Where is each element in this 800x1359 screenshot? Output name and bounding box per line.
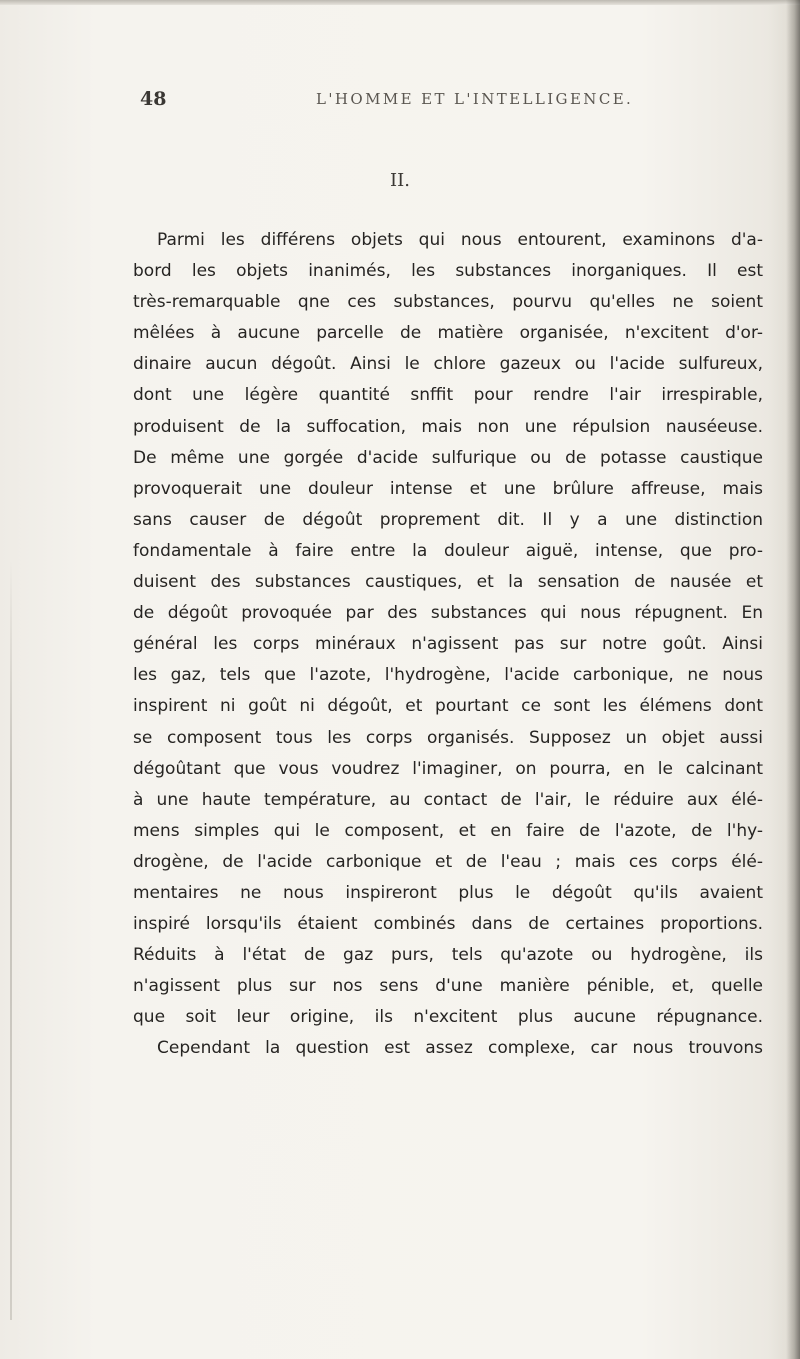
page-top-edge: [0, 0, 800, 5]
running-head: L'HOMME ET L'INTELLIGENCE.: [316, 90, 634, 108]
text-line: Réduits à l'état de gaz purs, tels qu'azote ou hydrogène, ils: [133, 945, 763, 966]
text-line: De même une gorgée d'acide sulfurique ou de potasse caustique: [133, 447, 763, 468]
text-line: les gaz, tels que l'azote, l'hydrogène, l'acide carbonique, ne nous: [133, 665, 763, 686]
text-line: inspiré lorsqu'ils étaient combinés dans de certaines proportions.: [133, 914, 763, 935]
text-line: dégoûtant que vous voudrez l'imaginer, on pourra, en le calcinant: [133, 758, 763, 779]
text-line: que soit leur origine, ils n'excitent plus aucune répugnance.: [133, 1007, 763, 1028]
text-line: Parmi les différens objets qui nous entourent, examinons d'a-: [157, 230, 763, 250]
text-line: duisent des substances caustiques, et la sensation de nausée et: [133, 572, 763, 593]
text-line: sans causer de dégoût proprement dit. Il y a une distinction: [133, 509, 763, 530]
body-text: [133, 225, 763, 1065]
text-line: bord les objets inanimés, les substances inorganiques. Il est: [133, 261, 763, 282]
page-header: [140, 88, 640, 118]
section-number: II.: [390, 170, 410, 191]
text-line: inspirent ni goût ni dégoût, et pourtant ce sont les élémens dont: [133, 696, 763, 717]
text-line: de dégoût provoquée par des substances qui nous répugnent. En: [133, 603, 763, 624]
page-binding-shadow: [786, 0, 800, 1359]
text-line: Cependant la question est assez complexe, car nous trouvons: [157, 1038, 763, 1059]
text-line: à une haute température, au contact de l'air, le réduire aux élé-: [133, 789, 763, 810]
page-left-mark: [10, 560, 12, 1320]
text-line: fondamentale à faire entre la douleur aiguë, intense, que pro-: [133, 540, 763, 561]
text-line: se composent tous les corps organisés. Supposez un objet aussi: [133, 727, 763, 748]
text-line: n'agissent plus sur nos sens d'une manière pénible, et, quelle: [133, 976, 763, 997]
text-line: provoquerait une douleur intense et une brûlure affreuse, mais: [133, 478, 763, 499]
text-line: dont une légère quantité snffit pour rendre l'air irrespirable,: [133, 385, 763, 406]
text-line: produisent de la suffocation, mais non une répulsion nauséeuse.: [133, 416, 763, 437]
text-line: drogène, de l'acide carbonique et de l'eau ; mais ces corps élé-: [133, 851, 763, 872]
text-line: mentaires ne nous inspireront plus le dégoût qu'ils avaient: [133, 882, 763, 903]
text-line: dinaire aucun dégoût. Ainsi le chlore gazeux ou l'acide sulfureux,: [133, 354, 763, 375]
page-number: 48: [140, 88, 167, 110]
text-line: général les corps minéraux n'agissent pas sur notre goût. Ainsi: [133, 634, 763, 655]
text-line: mêlées à aucune parcelle de matière organisée, n'excitent d'or-: [133, 323, 763, 344]
text-line: très-remarquable qne ces substances, pourvu qu'elles ne soient: [133, 292, 763, 313]
text-line: mens simples qui le composent, et en faire de l'azote, de l'hy-: [133, 820, 763, 841]
